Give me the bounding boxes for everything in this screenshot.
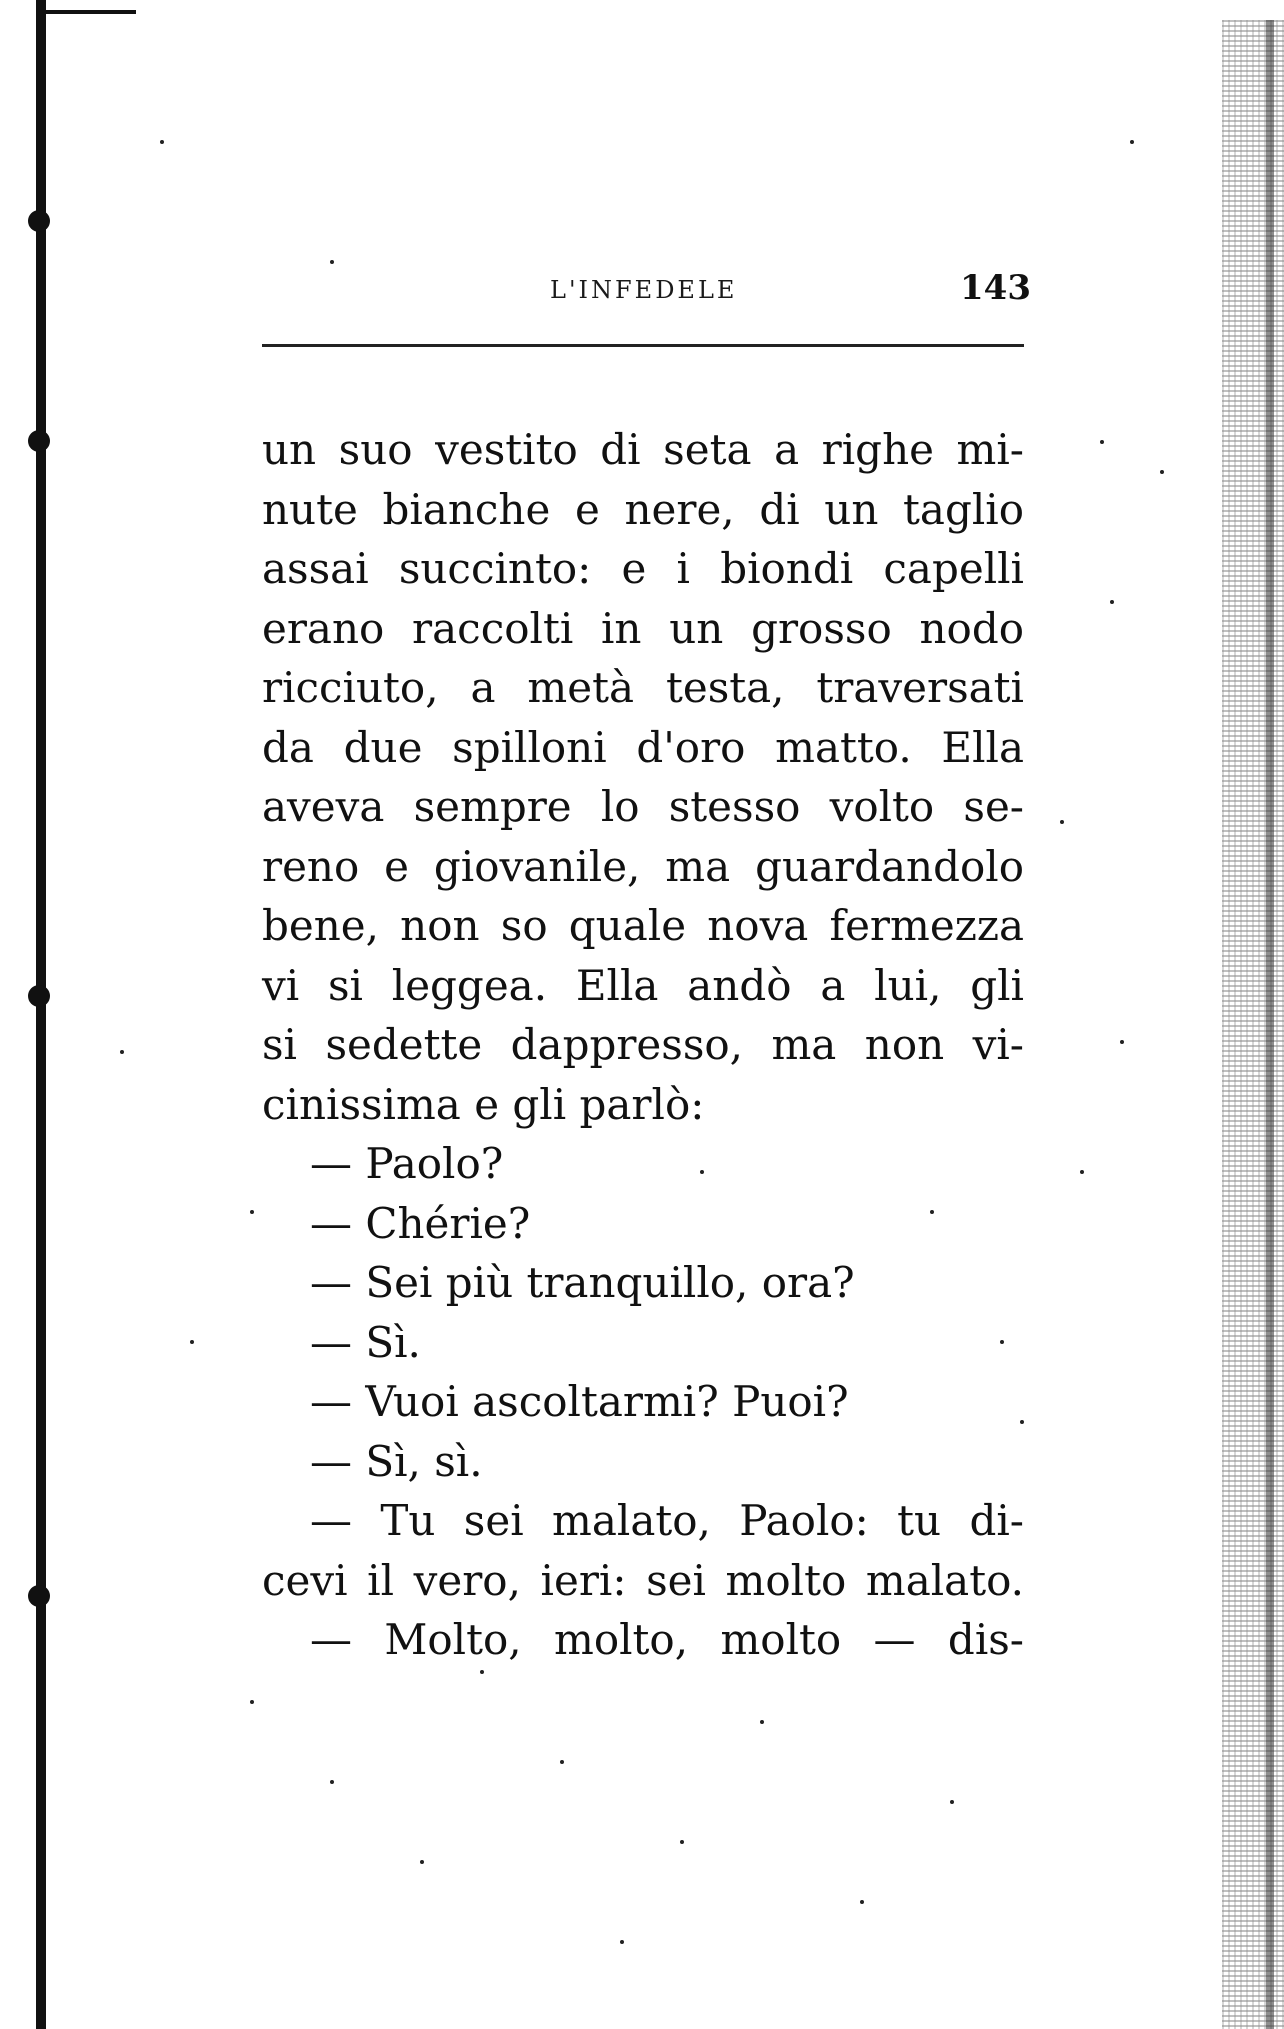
print-speck: [1060, 820, 1064, 824]
left-binding-edge: [36, 0, 46, 2029]
binding-mark: [28, 430, 50, 452]
print-speck: [620, 1940, 624, 1944]
print-speck: [120, 1050, 124, 1054]
dialogue-line: — Sì, sì.: [310, 1436, 483, 1486]
page-number: 143: [960, 268, 1031, 308]
print-speck: [1120, 1040, 1124, 1044]
dialogue-line: — Paolo?: [310, 1139, 504, 1188]
text-line: si sedette dappresso, ma non vi-: [262, 1020, 1024, 1069]
header-rule: [262, 344, 1024, 347]
binding-mark: [28, 210, 50, 232]
left-binding-corner: [36, 10, 136, 14]
print-speck: [190, 1340, 194, 1344]
print-speck: [160, 140, 164, 144]
text-line: assai succinto: e i biondi capelli: [262, 544, 1024, 593]
running-head: L'INFEDELE: [550, 276, 738, 304]
body-text: [262, 420, 1024, 1670]
dialogue-line: — Chérie?: [310, 1198, 531, 1248]
print-speck: [420, 1860, 424, 1864]
binding-mark: [28, 1585, 50, 1607]
print-speck: [950, 1800, 954, 1804]
text-line: ricciuto, a metà testa, traversati: [262, 663, 1024, 712]
text-line: cevi il vero, ieri: sei molto malato.: [262, 1555, 1024, 1605]
dialogue-line: — Vuoi ascoltarmi? Puoi?: [310, 1377, 849, 1426]
right-gutter-edge: [1266, 20, 1274, 2029]
print-speck: [930, 1210, 934, 1214]
print-speck: [560, 1760, 564, 1764]
print-speck: [1160, 470, 1164, 474]
print-speck: [680, 1840, 684, 1844]
dialogue-line: — Sì.: [310, 1317, 421, 1367]
print-speck: [480, 1670, 484, 1674]
text-line: bene, non so quale nova fermezza: [262, 901, 1024, 950]
print-speck: [700, 1170, 704, 1174]
text-line: nute bianche e nere, di un taglio: [262, 484, 1024, 534]
print-speck: [330, 260, 334, 264]
print-speck: [1130, 140, 1134, 144]
print-speck: [250, 1210, 254, 1214]
dialogue-line: — Molto, molto, molto — dis-: [310, 1615, 1024, 1664]
text-line: cinissima e gli parlò:: [262, 1079, 705, 1129]
print-speck: [1110, 600, 1114, 604]
text-line: erano raccolti in un grosso nodo: [262, 603, 1024, 653]
text-line: un suo vestito di seta a righe mi-: [262, 425, 1024, 474]
text-line: da due spilloni d'oro matto. Ella: [262, 722, 1024, 772]
print-speck: [1100, 440, 1104, 444]
print-speck: [1020, 1420, 1024, 1424]
print-speck: [330, 1780, 334, 1784]
text-line: aveva sempre lo stesso volto se-: [262, 782, 1024, 831]
print-speck: [760, 1720, 764, 1724]
dialogue-line: — Sei più tranquillo, ora?: [310, 1258, 855, 1307]
text-line: reno e giovanile, ma guardandolo: [262, 841, 1024, 891]
text-line: vi si leggea. Ella andò a lui, gli: [262, 960, 1024, 1010]
binding-mark: [28, 985, 50, 1007]
print-speck: [1080, 1170, 1084, 1174]
right-gutter-noise: [1222, 20, 1284, 2029]
print-speck: [250, 1700, 254, 1704]
print-speck: [1000, 1340, 1004, 1344]
print-speck: [860, 1900, 864, 1904]
dialogue-line: — Tu sei malato, Paolo: tu di-: [310, 1496, 1024, 1545]
